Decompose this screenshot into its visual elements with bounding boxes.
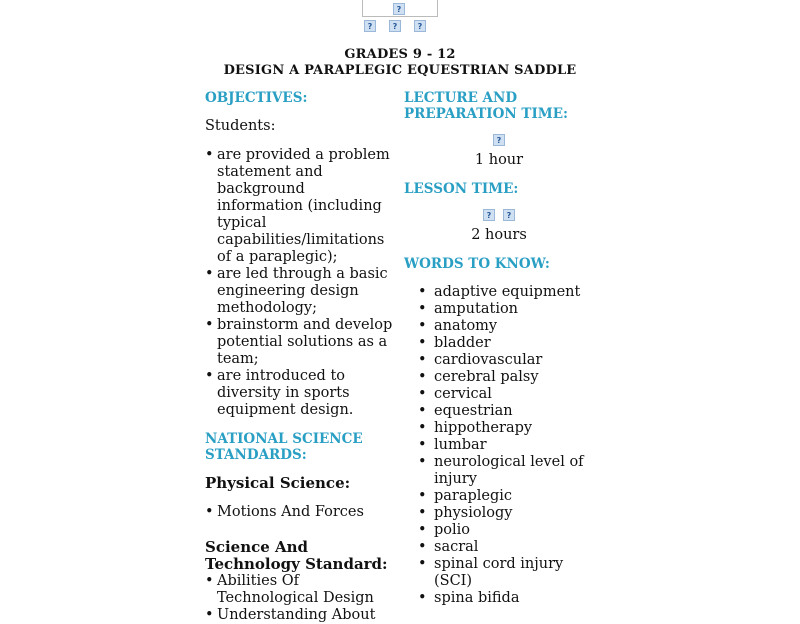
word-item: • cervical xyxy=(434,386,594,403)
word-item: • spina bifida xyxy=(434,590,594,607)
words-list xyxy=(404,284,594,607)
word-item: • cardiovascular xyxy=(434,352,594,369)
word-item: • adaptive equipment xyxy=(434,284,594,301)
bullet-item: • Motions And Forces xyxy=(205,504,395,521)
word-item: • equestrian xyxy=(434,403,594,420)
broken-image-icon: ? xyxy=(393,3,405,15)
word-item: • cerebral palsy xyxy=(434,369,594,386)
word-item: • amputation xyxy=(434,301,594,318)
lecture-heading: LECTURE AND PREPARATION TIME: xyxy=(404,90,568,122)
right-column xyxy=(404,90,594,607)
physical-science-heading: Physical Science: xyxy=(205,474,351,492)
broken-image-icon: ? xyxy=(414,20,426,32)
science-tech-list xyxy=(205,573,395,624)
physical-science-list xyxy=(205,504,395,521)
objectives-intro: Students: xyxy=(205,118,276,134)
words-heading: WORDS TO KNOW: xyxy=(404,256,550,272)
lesson-heading: LESSON TIME: xyxy=(404,181,519,197)
broken-image-icon: ? xyxy=(389,20,401,32)
bullet-item: • are introduced to diversity in sports equipment design. xyxy=(205,368,395,419)
bullet-item: • are led through a basic engineering design methodology; xyxy=(205,266,395,317)
left-column xyxy=(205,90,395,624)
lecture-icons xyxy=(404,134,594,146)
lesson-icons xyxy=(404,209,594,221)
word-item: • polio xyxy=(434,522,594,539)
grade-level: GRADES 9 - 12 xyxy=(344,47,456,62)
word-item: • paraplegic xyxy=(434,488,594,505)
word-item: • physiology xyxy=(434,505,594,522)
word-item: • bladder xyxy=(434,335,594,352)
word-item: • sacral xyxy=(434,539,594,556)
objectives-heading: OBJECTIVES: xyxy=(205,90,308,106)
broken-image-icon: ? xyxy=(503,209,515,221)
bullet-item: • Abilities Of Technological Design xyxy=(205,573,395,607)
page-title: DESIGN A PARAPLEGIC EQUESTRIAN SADDLE xyxy=(223,63,577,78)
word-item: • hippotherapy xyxy=(434,420,594,437)
word-item: • spinal cord injury (SCI) xyxy=(434,556,594,590)
bullet-item: • brainstorm and develop potential solutions as a team; xyxy=(205,317,395,368)
lesson-time: 2 hours xyxy=(471,227,527,243)
broken-image-icon: ? xyxy=(493,134,505,146)
broken-image-icon: ? xyxy=(364,20,376,32)
science-tech-heading: Science And Technology Standard: xyxy=(205,538,388,573)
word-item: • lumbar xyxy=(434,437,594,454)
bullet-item: • are provided a problem statement and background information (including typical capabilities/limitations of a paraplegic); xyxy=(205,147,395,266)
standards-heading: NATIONAL SCIENCE STANDARDS: xyxy=(205,431,363,463)
word-item: • anatomy xyxy=(434,318,594,335)
broken-image-icon: ? xyxy=(483,209,495,221)
lecture-time: 1 hour xyxy=(474,152,524,168)
word-item: • neurological level of injury xyxy=(434,454,594,488)
bullet-item: • Understanding About xyxy=(205,607,395,624)
objectives-list xyxy=(205,147,395,419)
